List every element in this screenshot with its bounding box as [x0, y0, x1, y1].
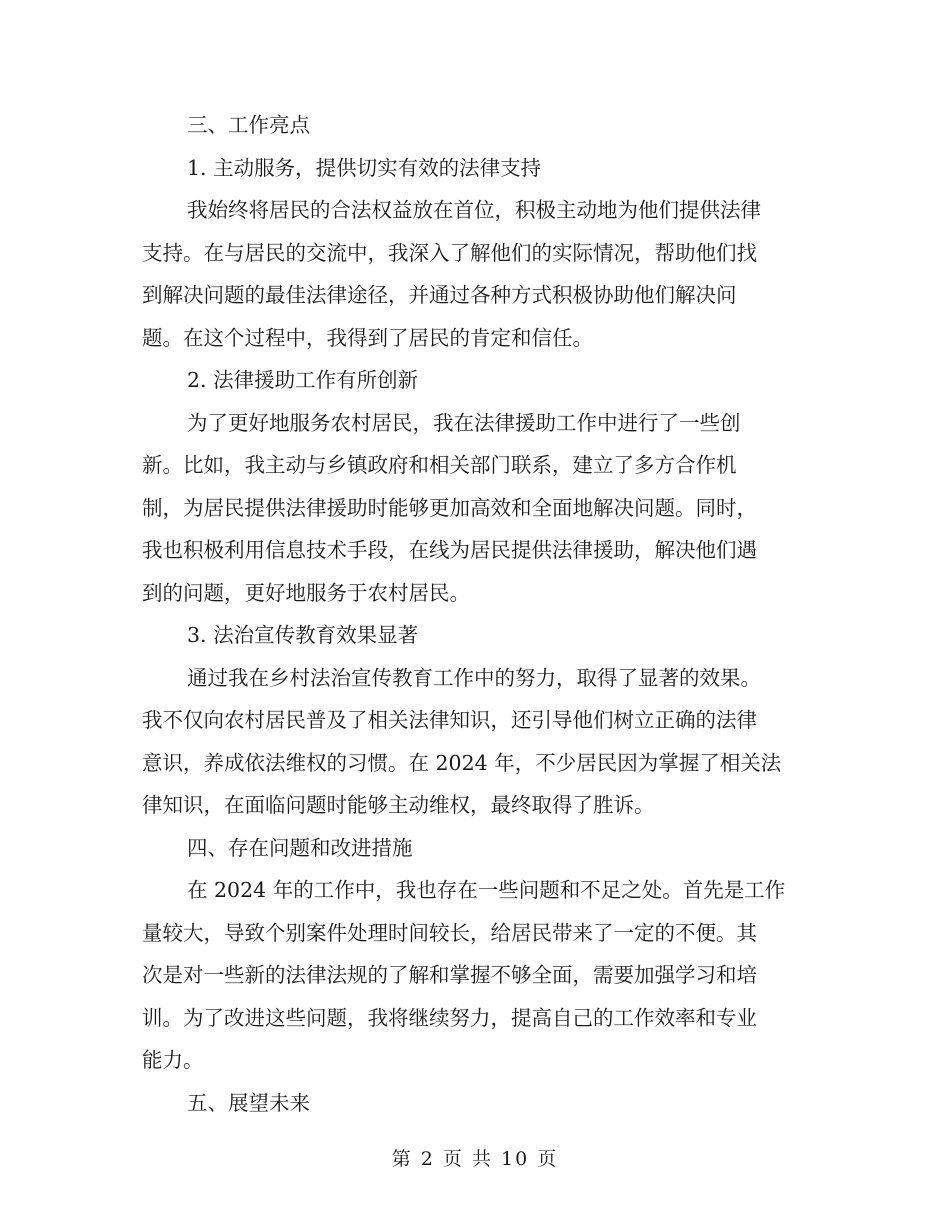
- paragraph-line: 制，为居民提供法律援助时能够更加高效和全面地解决问题。同时，: [142, 495, 757, 520]
- paragraph-line: 支持。在与居民的交流中，我深入了解他们的实际情况，帮助他们找: [142, 240, 757, 265]
- paragraph-line: 新。比如，我主动与乡镇政府和相关部门联系，建立了多方合作机: [142, 453, 737, 477]
- paragraph-line: 通过我在乡村法治宣传教育工作中的努力，取得了显著的效果。: [187, 665, 761, 690]
- subheading-3: 3. 法治宣传教育效果显著: [187, 623, 419, 647]
- paragraph-line: 我也积极利用信息技术手段，在线为居民提供法律援助，解决他们遇: [142, 538, 757, 562]
- paragraph-line: 题。在这个过程中，我得到了居民的肯定和信任。: [142, 325, 593, 350]
- subheading-1: 1. 主动服务，提供切实有效的法律支持: [187, 155, 542, 180]
- subheading-2: 2. 法律援助工作有所创新: [187, 368, 419, 392]
- paragraph-line: 我始终将居民的合法权益放在首位，积极主动地为他们提供法律: [187, 198, 761, 222]
- paragraph-line: 意识，养成依法维权的习惯。在 2024 年，不少居民因为掌握了相关法: [142, 750, 782, 775]
- paragraph-line: 到的问题，更好地服务于农村居民。: [142, 580, 470, 605]
- document-body: [142, 104, 810, 1124]
- paragraph-line: 到解决问题的最佳法律途径，并通过各种方式积极协助他们解决问: [142, 283, 737, 307]
- section-heading-outlook: 五、展望未来: [187, 1090, 310, 1115]
- paragraph-line: 次是对一些新的法律法规的了解和掌握不够全面，需要加强学习和培: [142, 963, 757, 987]
- section-heading-highlights: 三、工作亮点: [187, 113, 310, 137]
- paragraph-line: 训。为了改进这些问题，我将继续努力，提高自己的工作效率和专业: [142, 1005, 757, 1030]
- paragraph-line: 为了更好地服务农村居民，我在法律援助工作中进行了一些创: [187, 410, 741, 435]
- paragraph-line: 在 2024 年的工作中，我也存在一些问题和不足之处。首先是工作: [187, 878, 786, 902]
- paragraph-line: 律知识，在面临问题时能够主动维权，最终取得了胜诉。: [142, 793, 655, 817]
- paragraph-line: 量较大，导致个别案件处理时间较长，给居民带来了一定的不便。其: [142, 920, 757, 945]
- page-number-footer: 第 2 页 共 10 页: [391, 1148, 559, 1170]
- paragraph-line: 我不仅向农村居民普及了相关法律知识，还引导他们树立正确的法律: [142, 708, 757, 732]
- section-heading-issues: 四、存在问题和改进措施: [187, 835, 413, 860]
- paragraph-line: 能力。: [142, 1048, 204, 1072]
